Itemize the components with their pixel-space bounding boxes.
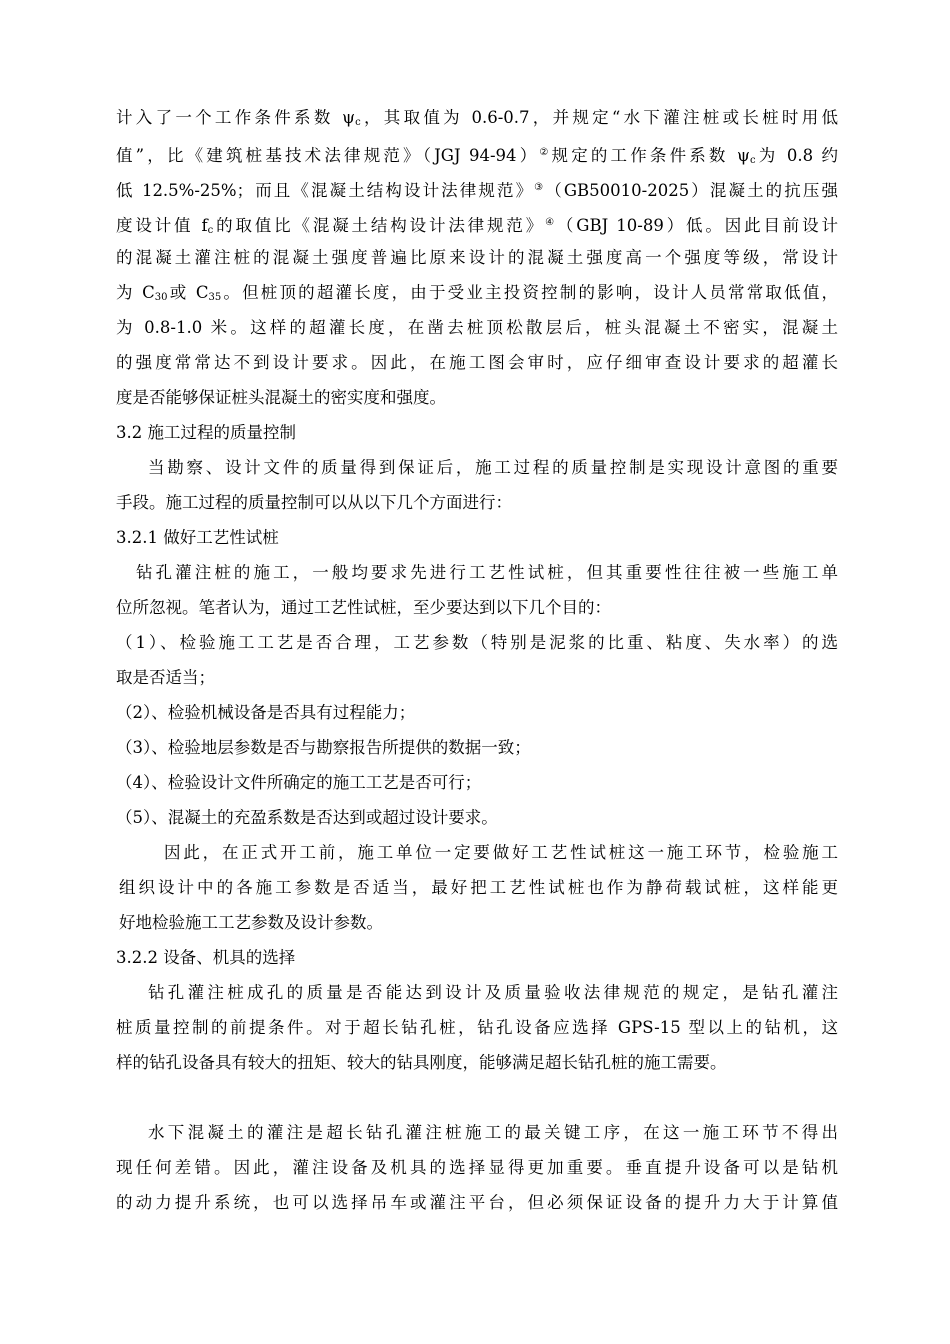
section-heading: 3.2 施工过程的质量控制 xyxy=(116,423,296,442)
text-run: 为 0.8 约 xyxy=(755,146,838,165)
paragraph-line: 现任何差错。因此，灌注设备及机具的选择显得更加重要。垂直提升设备可以是钻机 xyxy=(116,1158,838,1177)
text-run: （GB50010-2025）混凝土的抗压强 xyxy=(545,181,838,200)
paragraph-line: 为 0.8-1.0 米。这样的超灌长度，在凿去桩顶松散层后，桩头混凝土不密实，混凝土 xyxy=(116,318,838,337)
paragraph-line xyxy=(116,210,838,236)
subscript: c xyxy=(207,225,214,236)
list-item: （4）、检验设计文件所确定的施工工艺是否可行； xyxy=(116,773,482,792)
text-run: 低 12.5%-25%；而且《混凝土结构设计法律规范》 xyxy=(116,181,535,200)
paragraph-line: 的混凝土灌注桩的混凝土强度普遍比原来设计的混凝土强度高一个强度等级，常设计 xyxy=(116,248,838,267)
paragraph-line xyxy=(116,140,838,166)
subscript: 35 xyxy=(208,292,222,303)
paragraph-line: 水下混凝土的灌注是超长钻孔灌注桩施工的最关键工序，在这一施工环节不得出 xyxy=(148,1123,838,1142)
subsection-heading: 3.2.2 设备、机具的选择 xyxy=(116,948,296,967)
subscript: 30 xyxy=(154,292,168,303)
paragraph-line: 手段。施工过程的质量控制可以从以下几个方面进行： xyxy=(116,493,512,512)
subscript: c xyxy=(355,117,361,128)
paragraph-line: 的动力提升系统，也可以选择吊车或灌注平台，但必须保证设备的提升力大于计算值 xyxy=(116,1193,838,1212)
text-run: 值”，比《建筑桩基技术法律规范》（JGJ 94-94） xyxy=(116,146,540,165)
text-run: 。但桩顶的超灌长度，由于受业主投资控制的影响，设计人员常常取低值， xyxy=(221,283,838,302)
list-item: （2）、检验机械设备是否具有过程能力； xyxy=(116,703,416,722)
paragraph-line: 当勘察、设计文件的质量得到保证后，施工过程的质量控制是实现设计意图的重要 xyxy=(148,458,838,477)
text-run: 或 C xyxy=(167,283,209,302)
paragraph-line: 组织设计中的各施工参数是否适当，最好把工艺性试桩也作为静荷载试桩，这样能更 xyxy=(119,878,838,897)
subsection-heading: 3.2.1 做好工艺性试桩 xyxy=(116,528,279,547)
paragraph-line: 桩质量控制的前提条件。对于超长钻孔桩，钻孔设备应选择 GPS-15 型以上的钻机，这 xyxy=(116,1018,838,1037)
paragraph-line: 钻孔灌注桩成孔的质量是否能达到设计及质量验收法律规范的规定，是钻孔灌注 xyxy=(148,983,838,1002)
paragraph-line xyxy=(116,105,838,131)
subscript: c xyxy=(749,155,756,166)
paragraph-line: 位所忽视。笔者认为，通过工艺性试桩，至少要达到以下几个目的： xyxy=(116,598,611,617)
paragraph-line: 好地检验施工工艺参数及设计参数。 xyxy=(119,913,383,932)
list-item-continuation: 取是否适当； xyxy=(116,668,215,687)
footnote-marker: ② xyxy=(539,147,552,158)
paragraph-line: 样的钻孔设备具有较大的扭矩、较大的钻具刚度，能够满足超长钻孔桩的施工需要。 xyxy=(116,1053,727,1072)
text-run: 为 C xyxy=(116,283,155,302)
list-item: （5）、混凝土的充盈系数是否达到或超过设计要求。 xyxy=(116,808,498,827)
paragraph-line xyxy=(116,175,838,201)
text-run: 计入了一个工作条件系数 ψ xyxy=(116,108,356,127)
text-run: 规定的工作条件系数 ψ xyxy=(551,146,750,165)
text-run: ，其取值为 0.6-0.7，并规定“水下灌注桩或长桩时用低 xyxy=(360,108,838,127)
footnote-marker: ③ xyxy=(534,182,546,193)
footnote-marker: ④ xyxy=(545,217,557,228)
paragraph-line: 钻孔灌注桩的施工，一般均要求先进行工艺性试桩，但其重要性往往被一些施工单 xyxy=(136,563,838,582)
paragraph-line: 度是否能够保证桩头混凝土的密实度和强度。 xyxy=(116,388,446,407)
text-run: （GBJ 10-89）低。因此目前设计 xyxy=(556,216,838,235)
paragraph-line xyxy=(116,280,838,306)
list-item: （1）、检验施工工艺是否合理，工艺参数（特别是泥浆的比重、粘度、失水率）的选 xyxy=(116,633,838,652)
text-run: 度设计值 f xyxy=(116,216,208,235)
paragraph-line: 因此，在正式开工前，施工单位一定要做好工艺性试桩这一施工环节，检验施工 xyxy=(164,843,838,862)
text-run: 的取值比《混凝土结构设计法律规范》 xyxy=(213,216,546,235)
paragraph-line: 的强度常常达不到设计要求。因此，在施工图会审时，应仔细审查设计要求的超灌长 xyxy=(116,353,838,372)
list-item: （3）、检验地层参数是否与勘察报告所提供的数据一致； xyxy=(116,738,531,757)
